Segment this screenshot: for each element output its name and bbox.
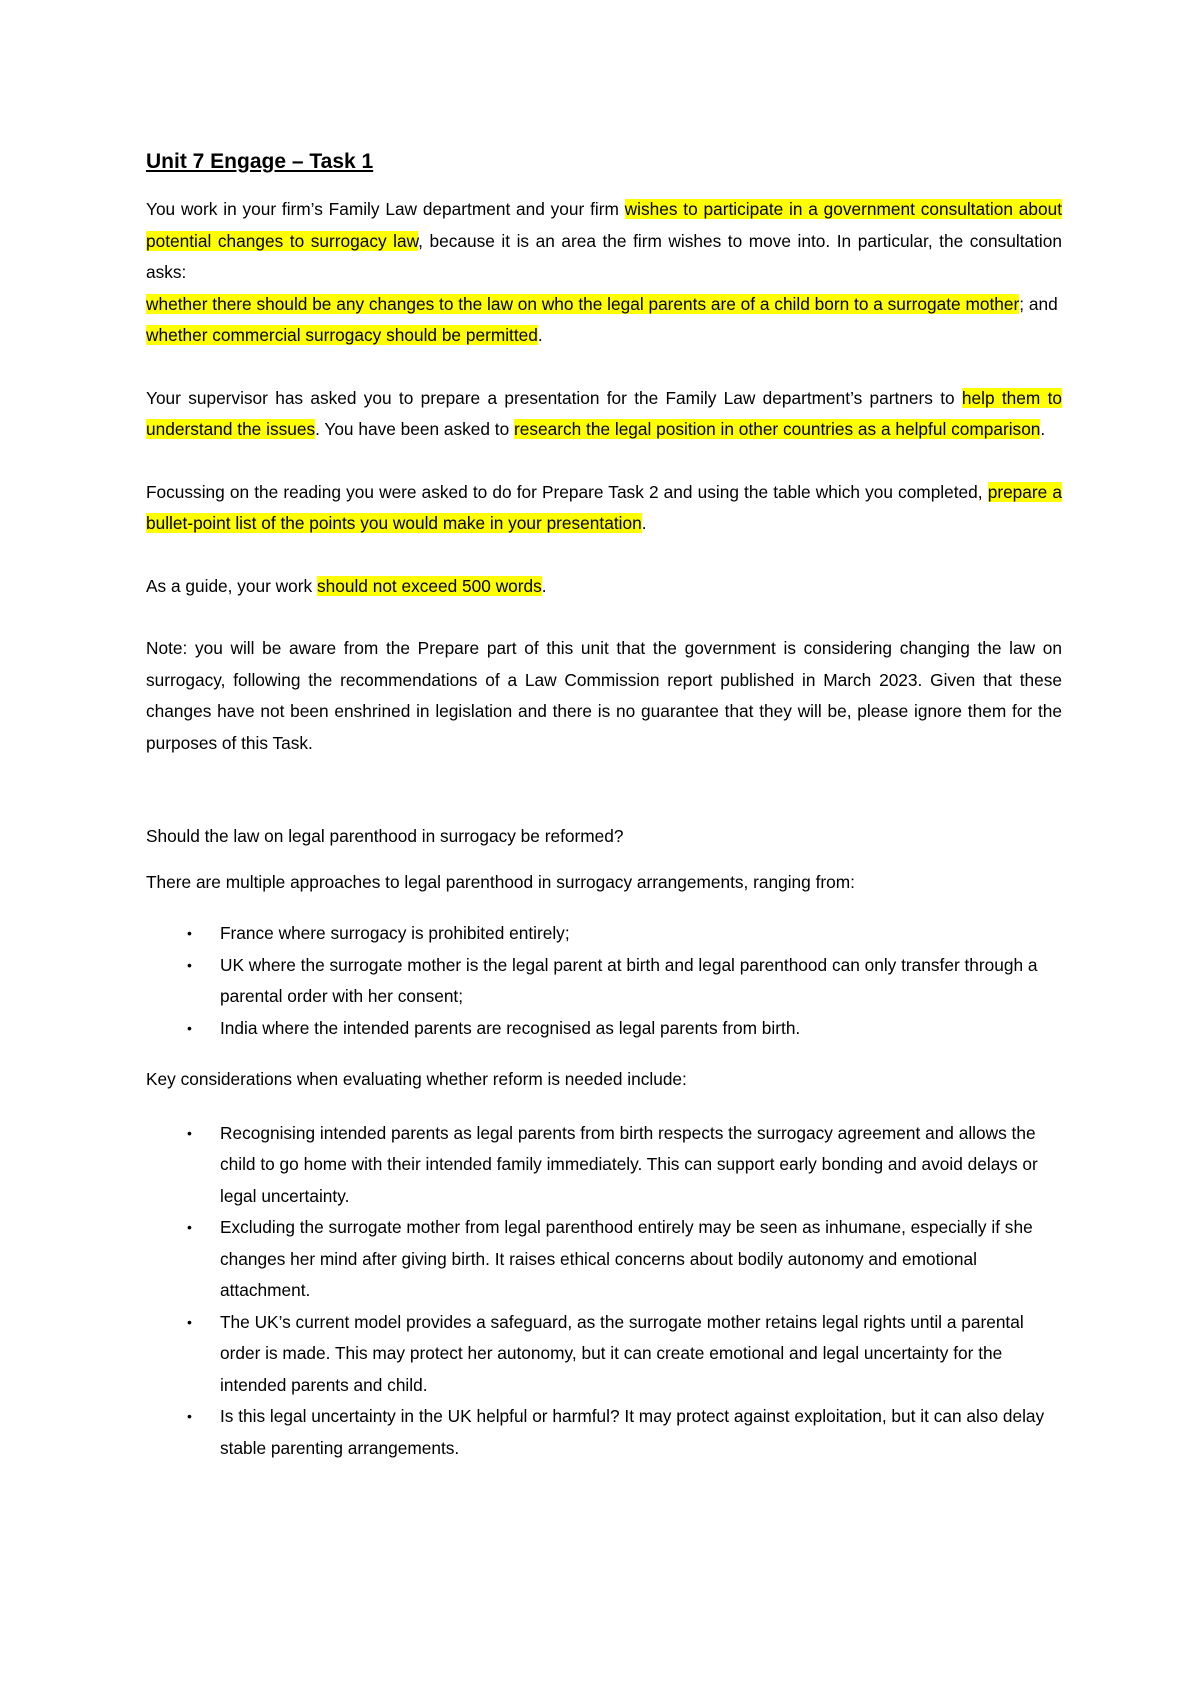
bullet-icon: • [187,925,192,941]
list-item [146,1013,1062,1045]
list-item [146,1401,1062,1464]
list-item [146,1307,1062,1402]
list-item-text: Recognising intended parents as legal parents from birth respects the surrogacy agreement and allows the child to go home with their intended family immediately. This can support early bonding and avoid delays or legal uncertainty. [220,1122,1038,1206]
reform-question-heading: Should the law on legal parenthood in surrogacy be reformed? [146,826,624,846]
supervisor-text-3: . [1040,419,1046,439]
approaches-intro: There are multiple approaches to legal parenthood in surrogacy arrangements, ranging from: [146,871,855,892]
bullet-icon: • [187,1408,192,1424]
list-item-text: France where surrogacy is prohibited entirely; [220,923,570,943]
approaches-list [146,918,1062,1044]
guide-text: As a guide, your work [146,575,317,596]
supervisor-text: Your supervisor has asked you to prepare a presentation for the Family Law department’s partners to [146,387,962,408]
bullet-icon: • [187,1124,192,1141]
bullet-icon: • [187,956,192,973]
intro-highlight: wishes to participate in a government consultation about potential changes to surrogacy law [146,199,1062,251]
consultation-question-2 [146,320,1062,352]
question-2-tail: . [537,325,543,345]
focus-text-end: . [641,513,647,533]
list-item-text: UK where the surrogate mother is the legal parent at birth and legal parenthood can only transfer through a parental order with her consent; [220,954,1038,1006]
guide-text-end: . [541,575,547,596]
question-1-tail: ; and [1019,293,1058,314]
list-item [146,1212,1062,1307]
considerations-intro: Key considerations when evaluating whether reform is needed include: [146,1069,687,1089]
considerations-list [146,1118,1062,1465]
intro-text: You work in your firm’s Family Law department and your firm [146,199,625,219]
focus-highlight: prepare a bullet-point list of the points you would make in your presentation [146,481,1062,533]
bullet-icon: • [187,1219,192,1235]
list-item [146,950,1062,1013]
supervisor-highlight-2: research the legal position in other countries as a helpful comparison [514,419,1041,439]
list-item-text: India where the intended parents are recognised as legal parents from birth. [220,1017,801,1038]
focus-paragraph [146,477,1062,540]
bullet-icon: • [187,1313,192,1330]
list-item [146,918,1062,950]
focus-text: Focussing on the reading you were asked to do for Prepare Task 2 and using the table which you completed, [146,481,988,502]
intro-paragraph [146,194,1062,289]
supervisor-text-2: . You have been asked to [315,419,514,439]
guide-highlight: should not exceed 500 words [316,575,542,596]
note-paragraph: Note: you will be aware from the Prepare part of this unit that the government is considering changing the law on surrogacy, following the recommendations of a Law Commission report published in March 2023. Given that these changes have not been enshrined in legislation and there is no guarantee that they will be, please ignore them for the purposes of this Task. [146,638,1062,753]
supervisor-paragraph [146,383,1062,446]
intro-text-continued: , because it is an area the firm wishes to move into. In particular, the consultation asks: [146,230,1062,282]
document-title: Unit 7 Engage – Task 1 [146,150,374,173]
consultation-question-1 [146,289,1062,321]
supervisor-highlight-1: help them to understand the issues [146,387,1062,439]
list-item-text: The UK’s current model provides a safeguard, as the surrogate mother retains legal rights until a parental order is made. This may protect her autonomy, but it can create emotional and legal uncertainty for the intended parents and child. [220,1311,1024,1395]
guide-paragraph [146,571,1062,603]
question-2-highlight: whether commercial surrogacy should be permitted [146,325,538,345]
bullet-icon: • [187,1019,192,1036]
list-item [146,1118,1062,1213]
list-item-text: Excluding the surrogate mother from legal parenthood entirely may be seen as inhumane, especially if she changes her mind after giving birth. It raises ethical concerns about bodily autonomy and emotional attachment. [220,1217,1033,1300]
question-1-highlight: whether there should be any changes to the law on who the legal parents are of a child born to a surrogate mother [146,293,1020,314]
list-item-text: Is this legal uncertainty in the UK helpful or harmful? It may protect against exploitation, but it can also delay stable parenting arrangements. [220,1406,1045,1458]
